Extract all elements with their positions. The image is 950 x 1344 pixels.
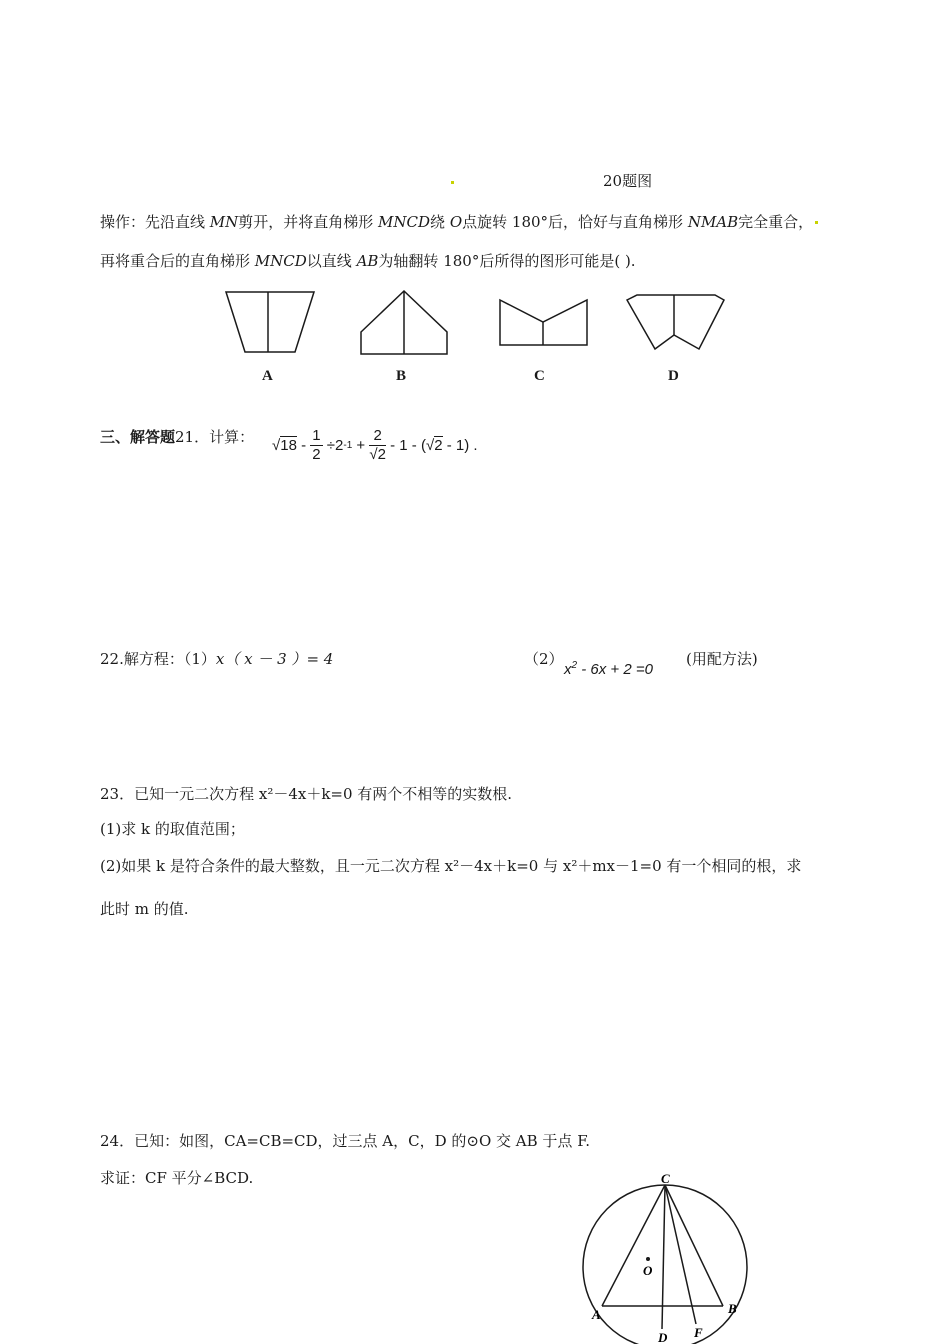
segment-ca [602, 1185, 665, 1306]
q24-line-1: 24．已知：如图，CA=CB=CD，过三点 A，C，D 的⊙O 交 AB 于点 F. [100, 1132, 591, 1150]
segment-cd [662, 1185, 665, 1329]
option-c-label: C [534, 368, 545, 384]
sqrt-18-radicand: 18 [280, 437, 297, 454]
segment-cb [665, 1185, 723, 1306]
option-figures [0, 0, 950, 400]
label-a: A [592, 1307, 601, 1322]
q24-line-2: 求证：CF 平分∠BCD. [100, 1169, 254, 1187]
q21-prefix: 21．计算： [175, 428, 255, 446]
label-b: B [728, 1301, 737, 1316]
q22-method-note: (用配方法) [686, 650, 758, 668]
option-a-figure [226, 292, 314, 352]
segment-cf [665, 1185, 696, 1324]
operation-line-2: 再将重合后的直角梯形 MNCD以直线 AB为轴翻转 180°后所得的图形可能是( ). [100, 252, 636, 270]
q22-equation-2: $x^2 - 6x + 2 =0$ [564, 660, 653, 678]
label-f: F [694, 1325, 703, 1340]
q23-line-4: 此时 m 的值. [100, 900, 189, 918]
q23-line-2: (1)求 k 的取值范围； [100, 820, 245, 838]
center-point-o [646, 1257, 650, 1261]
figure-20-caption: 20题图 [603, 172, 653, 190]
option-b-label: B [396, 368, 407, 384]
sqrt-symbol: √ [272, 436, 281, 454]
option-d-label: D [668, 368, 679, 384]
section-3-title: 三、解答题 [100, 428, 176, 446]
q22-part1: 22.解方程：（1）x（ x － 3 ）= 4 [100, 650, 334, 668]
label-c: C [661, 1171, 670, 1186]
option-d-figure [627, 295, 724, 349]
q21-heading [100, 426, 254, 447]
operation-line-1: 操作：先沿直线 MN剪开，并将直角梯形 MNCD绕 O点旋转 180°后，恰好与直角梯形 NMAB完全重合， [100, 213, 814, 231]
q21-expression: √ 18 - $\frac{1}{2}$ ÷2 -1 + $\frac{2}{√2}$ - 1 - ( √ 2 - 1) . [272, 426, 478, 463]
q24-figure [560, 1170, 760, 1344]
label-d: D [658, 1330, 668, 1344]
option-a-label: A [262, 368, 273, 384]
fraction-2-over-sqrt2: $\frac{2}{√2}$ [369, 426, 386, 463]
q23-line-1: 23．已知一元二次方程 x²－4x＋k=0 有两个不相等的实数根. [100, 785, 513, 803]
fraction-half: $\frac{1}{2}$ [312, 426, 321, 463]
q22-part2-label: （2） [524, 650, 564, 668]
label-o: O [643, 1263, 653, 1278]
q23-line-3: (2)如果 k 是符合条件的最大整数，且一元二次方程 x²－4x＋k=0 与 x²＋mx－1=0 有一个相同的根，求 [100, 857, 802, 875]
